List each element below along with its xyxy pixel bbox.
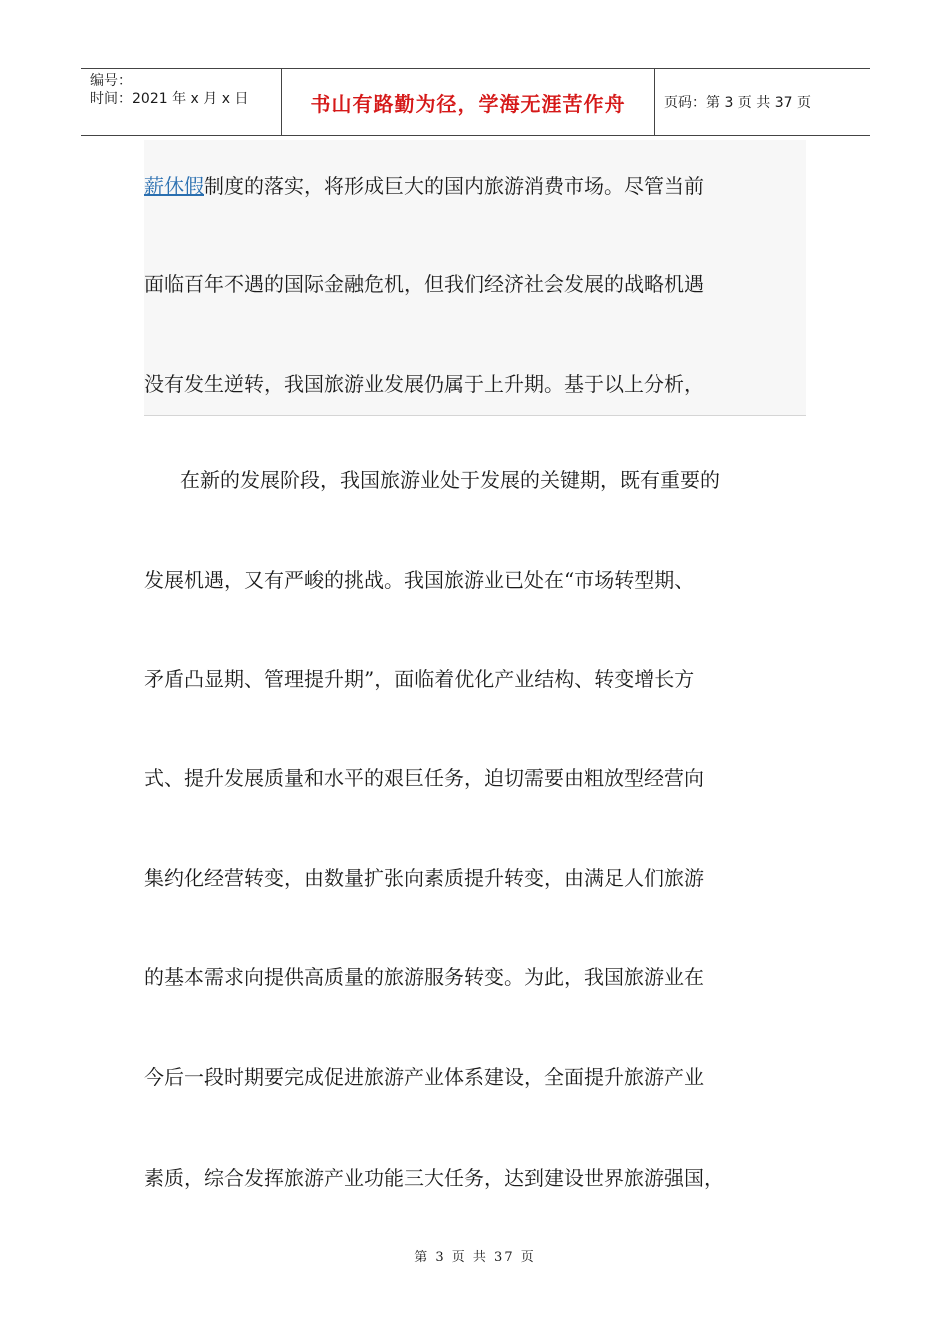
document-header [81, 68, 870, 136]
excerpt-line-1-text: 制度的落实，将形成巨大的国内旅游消费市场。尽管当前 [204, 174, 704, 198]
paragraph-line: 矛盾凸显期、管理提升期”，面临着优化产业结构、转变增长方 [144, 667, 695, 691]
paragraph-line: 式、提升发展质量和水平的艰巨任务，迫切需要由粗放型经营向 [144, 766, 704, 790]
header-motto-cell [282, 69, 655, 135]
paragraph-line: 集约化经营转变，由数量扩张向素质提升转变，由满足人们旅游 [144, 866, 704, 890]
header-page-cell [655, 69, 870, 135]
number-label: 编号： [90, 73, 132, 89]
paragraph-line: 在新的发展阶段，我国旅游业处于发展的关键期，既有重要的 [180, 468, 720, 492]
paragraph-line: 今后一段时期要完成促进旅游产业体系建设，全面提升旅游产业 [144, 1065, 704, 1089]
excerpt-line-3: 没有发生逆转，我国旅游业发展仍属于上升期。基于以上分析， [144, 372, 704, 396]
paragraph-line: 素质，综合发挥旅游产业功能三大任务，达到建设世界旅游强国， [144, 1166, 724, 1190]
header-meta [81, 69, 282, 135]
page-footer: 第 3 页 共 37 页 [414, 1250, 536, 1265]
time-label: 时间：2021 年 x 月 x 日 [90, 91, 249, 107]
excerpt-link[interactable]: 薪休假 [144, 174, 204, 198]
excerpt-line-2: 面临百年不遇的国际金融危机，但我们经济社会发展的战略机遇 [144, 272, 704, 296]
excerpt-line-1 [144, 172, 816, 200]
header-page-info: 页码：第 3 页 共 37 页 [664, 95, 811, 111]
paragraph-line: 的基本需求向提供高质量的旅游服务转变。为此，我国旅游业在 [144, 965, 704, 989]
header-motto: 书山有路勤为径，学海无涯苦作舟 [310, 91, 626, 116]
paragraph-line: 发展机遇，又有严峻的挑战。我国旅游业已处在“市场转型期、 [144, 568, 695, 592]
